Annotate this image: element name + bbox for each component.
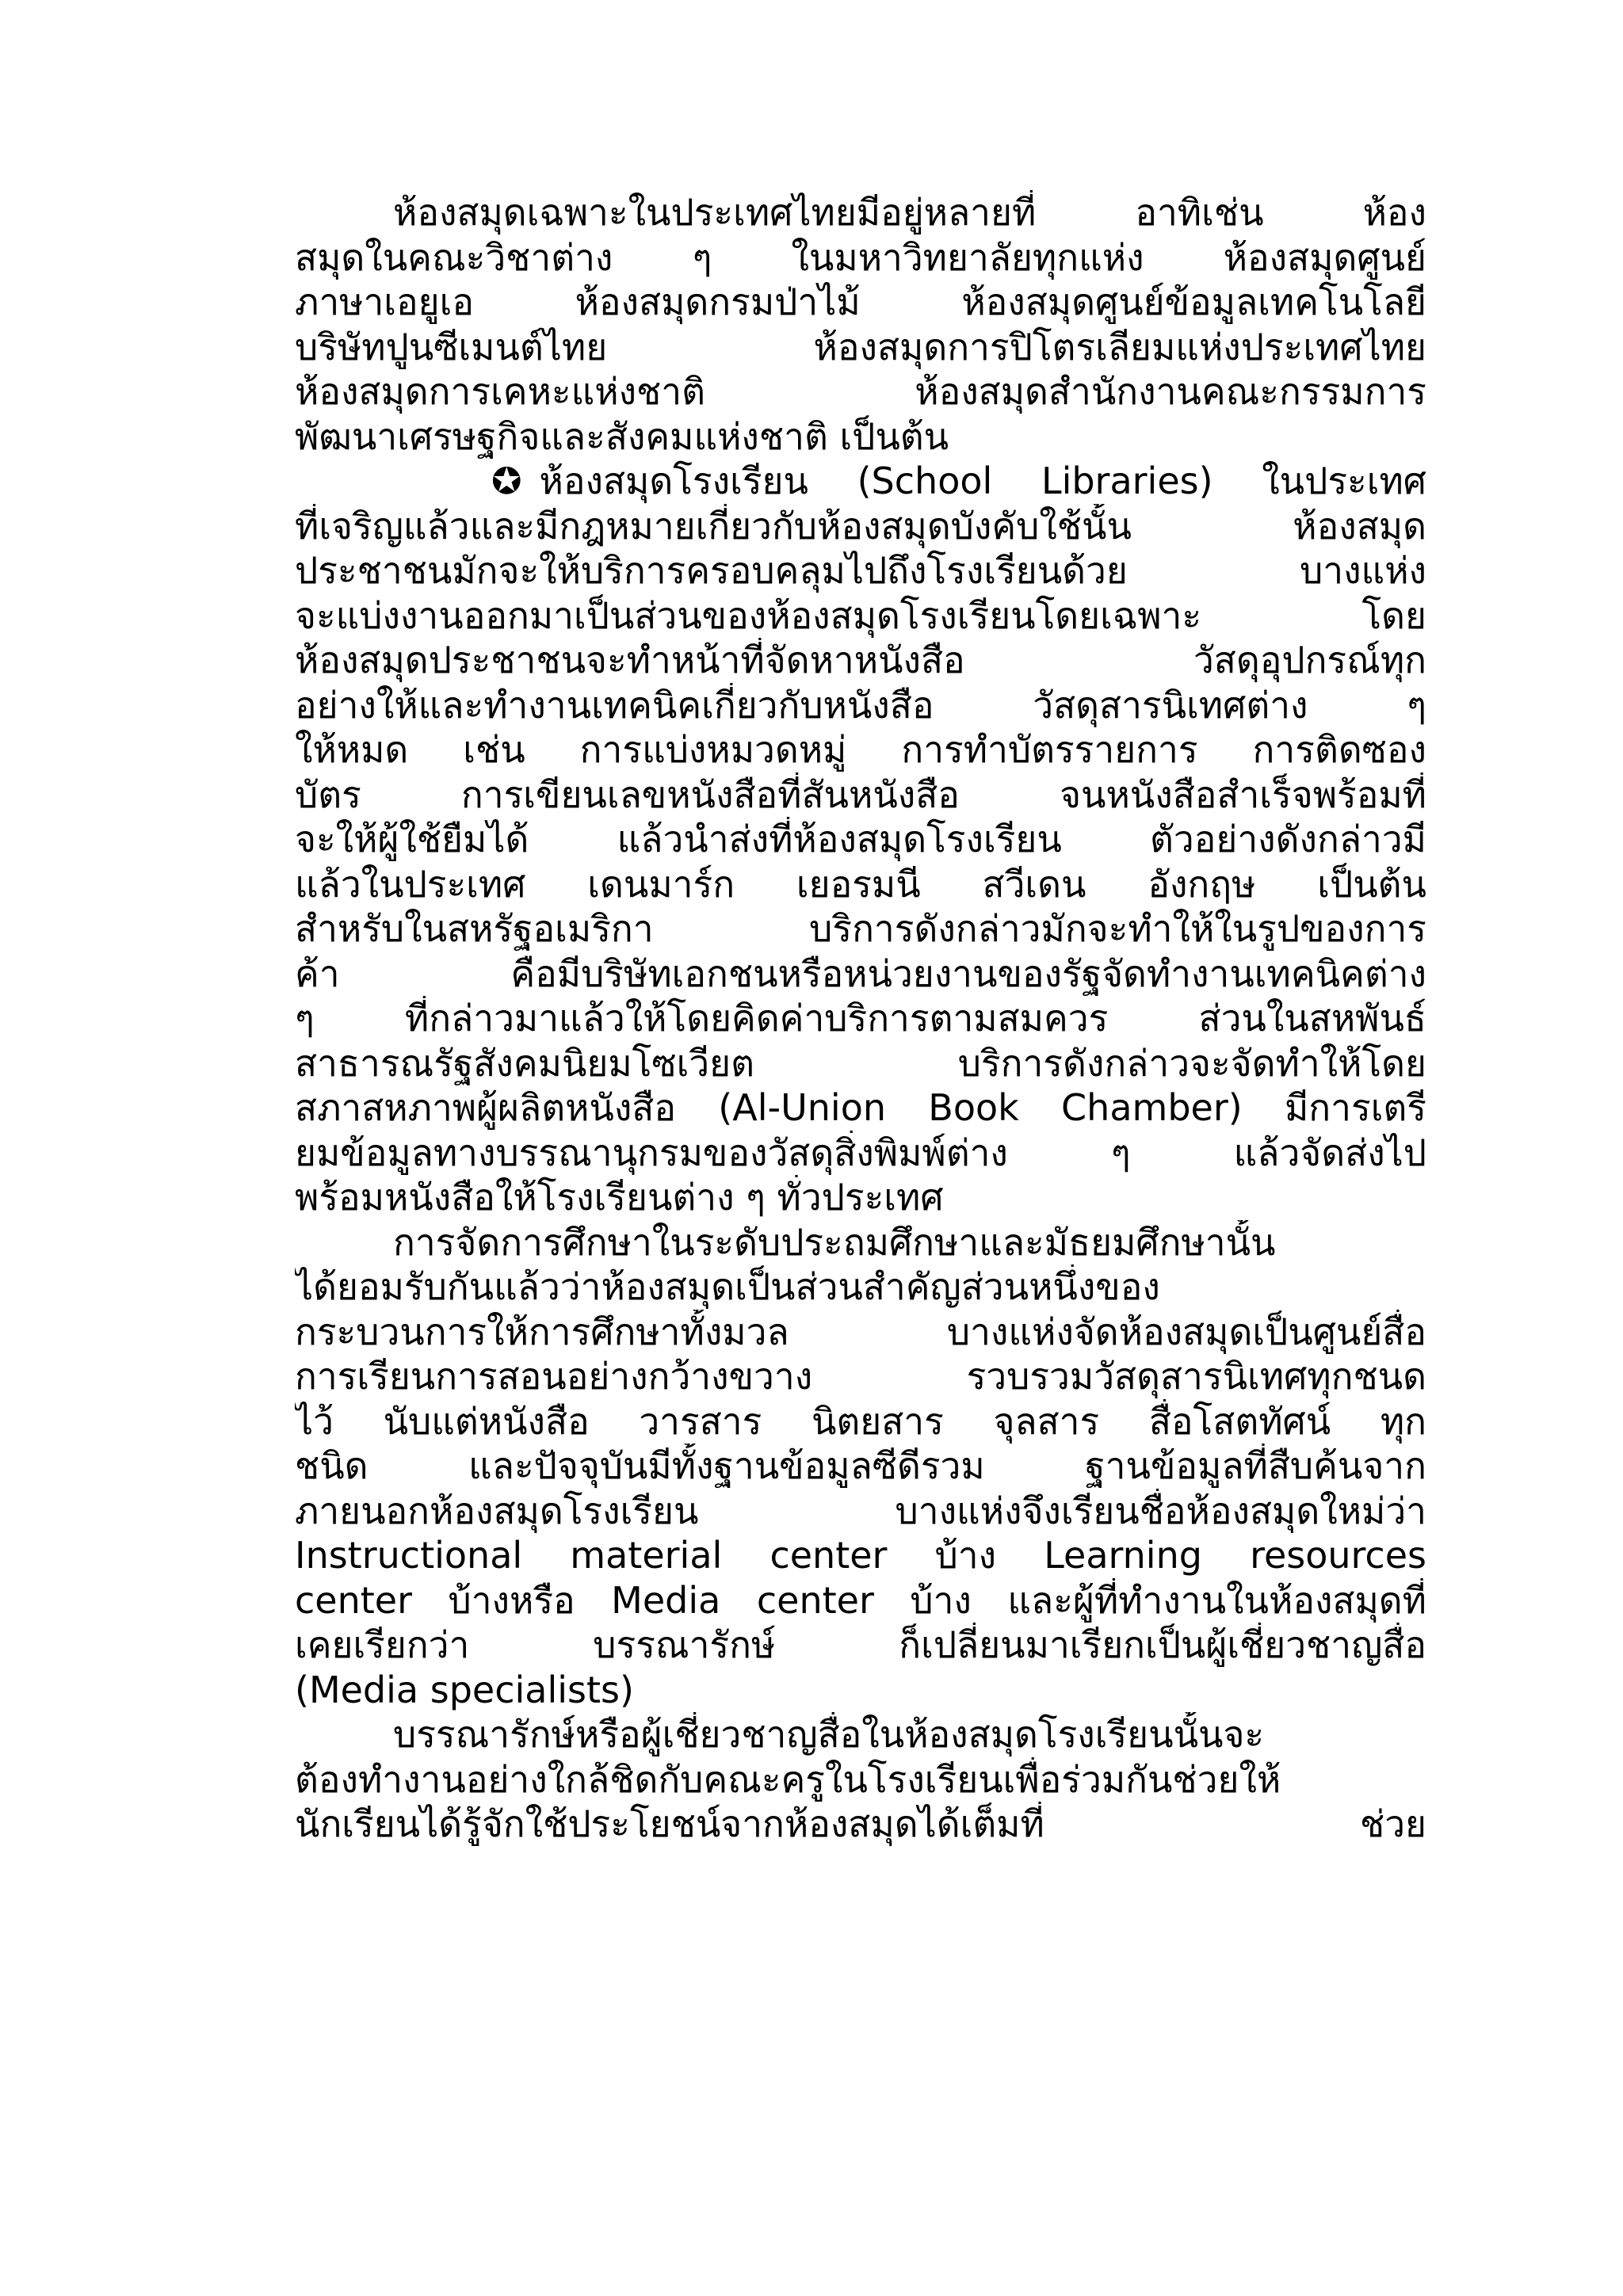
text-line: ห้องสมุดการเคหะแห่งชาติ ห้องสมุดสำนักงานคณะกรรมการ bbox=[295, 370, 1426, 413]
star-bullet-icon: ✪ bbox=[491, 460, 522, 502]
text-line: ต้องทำงานอย่างใกล้ชิดกับคณะครูในโรงเรียนเพื่อร่วมกันช่วยให้ bbox=[295, 1757, 1281, 1801]
text-line: ยมข้อมูลทางบรรณานุกรมของวัสดุสิ่งพิมพ์ต่าง ๆ แล้วจัดส่งไป bbox=[295, 1131, 1426, 1174]
text-line: สำหรับในสหรัฐอเมริกา บริการดังกล่าวมักจะทำให้ในรูปของการ bbox=[295, 907, 1426, 950]
text-line: Instructional material center บ้าง Learning resources bbox=[295, 1534, 1426, 1577]
text-line: ที่เจริญแล้วและมีกฎหมายเกี่ยวกับห้องสมุดบังคับใช้นั้น ห้องสมุด bbox=[295, 504, 1426, 547]
text-line: จะให้ผู้ใช้ยืมได้ แล้วนำส่งที่ห้องสมุดโรงเรียน ตัวอย่างดังกล่าวมี bbox=[295, 818, 1426, 860]
text-line: บัตร การเขียนเลขหนังสือที่สันหนังสือ จนหนังสือสำเร็จพร้อมที่ bbox=[295, 772, 1426, 816]
text-line: ห้องสมุดโรงเรียน (School Libraries) ในประเทศ bbox=[539, 460, 1426, 502]
document-page bbox=[295, 190, 1426, 1847]
text-line: ภายนอกห้องสมุดโรงเรียน บางแห่งจึงเรียนชื่อห้องสมุดใหม่ว่า bbox=[295, 1489, 1426, 1532]
text-line: center บ้างหรือ Media center บ้าง และผู้ที่ทำงานในห้องสมุดที่ bbox=[295, 1578, 1426, 1622]
text-line: ๆ ที่กล่าวมาแล้วให้โดยคิดค่าบริการตามสมควร ส่วนในสหพันธ์ bbox=[295, 997, 1426, 1039]
bullet-heading-line bbox=[295, 459, 1426, 504]
text-line: นักเรียนได้รู้จักใช้ประโยชน์จากห้องสมุดได้เต็มที่ ช่วย bbox=[295, 1802, 1426, 1845]
text-line: ค้า คือมีบริษัทเอกชนหรือหน่วยงานของรัฐจัดทำงานเทคนิคต่าง bbox=[295, 952, 1426, 995]
text-line: พร้อมหนังสือให้โรงเรียนต่าง ๆ ทั่วประเทศ bbox=[295, 1176, 944, 1219]
text-line: อย่างให้และทำงานเทคนิคเกี่ยวกับหนังสือ วัสดุสารนิเทศต่าง ๆ bbox=[295, 683, 1426, 727]
text-line: (Media specialists) bbox=[295, 1668, 634, 1711]
paragraph-special-libraries bbox=[295, 190, 1426, 459]
text-line: ห้องสมุดประชาชนจะทำหน้าที่จัดหาหนังสือ วัสดุอุปกรณ์ทุก bbox=[295, 639, 1426, 681]
paragraph-school-libraries bbox=[295, 459, 1426, 1220]
text-line: จะแบ่งงานออกมาเป็นส่วนของห้องสมุดโรงเรียนโดยเฉพาะ โดย bbox=[295, 593, 1426, 637]
text-line: สาธารณรัฐสังคมนิยมโซเวียต บริการดังกล่าวจะจัดทำให้โดย bbox=[295, 1041, 1426, 1085]
text-line: แล้วในประเทศ เดนมาร์ก เยอรมนี สวีเดน อังกฤษ เป็นต้น bbox=[295, 862, 1426, 906]
text-line: ไว้ นับแต่หนังสือ วารสาร นิตยสาร จุลสาร สื่อโสตทัศน์ ทุก bbox=[295, 1399, 1426, 1443]
text-line: ภาษาเอยูเอ ห้องสมุดกรมป่าไม้ ห้องสมุดศูนย์ข้อมูลเทคโนโลยี bbox=[295, 280, 1426, 323]
text-line: ห้องสมุดเฉพาะในประเทศไทยมีอยู่หลายที่ อาทิเช่น ห้อง bbox=[393, 191, 1426, 234]
text-line: ให้หมด เช่น การแบ่งหมวดหมู่ การทำบัตรรายการ การติดซอง bbox=[295, 728, 1426, 771]
text-line: ประชาชนมักจะให้บริการครอบคลุมไปถึงโรงเรียนด้วย บางแห่ง bbox=[295, 549, 1426, 592]
text-line: บรรณารักษ์หรือผู้เชี่ยวชาญสื่อในห้องสมุดโรงเรียนนั้นจะ bbox=[393, 1713, 1265, 1756]
paragraph-librarians bbox=[295, 1712, 1426, 1847]
text-line: สมุดในคณะวิชาต่าง ๆ ในมหาวิทยาลัยทุกแห่ง ห้องสมุดศูนย์ bbox=[295, 235, 1426, 279]
text-line: เคยเรียกว่า บรรณารักษ์ ก็เปลี่ยนมาเรียกเป็นผู้เชี่ยวชาญสื่อ bbox=[295, 1623, 1426, 1666]
text-line: พัฒนาเศรษฐกิจและสังคมแห่งชาติ เป็นต้น bbox=[295, 414, 949, 458]
text-line: ชนิด และปัจจุบันมีทั้งฐานข้อมูลซีดีรวม ฐานข้อมูลที่สืบค้นจาก bbox=[295, 1444, 1426, 1487]
text-line: ได้ยอมรับกันแล้วว่าห้องสมุดเป็นส่วนสำคัญส่วนหนึ่งของ bbox=[295, 1265, 1160, 1308]
text-line: การเรียนการสอนอย่างกว้างขวาง รวบรวมวัสดุสารนิเทศทุกชนด bbox=[295, 1355, 1426, 1398]
text-line: กระบวนการให้การศึกษาทั้งมวล บางแห่งจัดห้องสมุดเป็นศูนย์สื่อ bbox=[295, 1310, 1426, 1353]
paragraph-education-management bbox=[295, 1220, 1426, 1713]
text-line: บริษัทปูนซีเมนต์ไทย ห้องสมุดการปิโตรเลียมแห่งประเทศไทย bbox=[295, 325, 1426, 368]
text-line: สภาสหภาพผู้ผลิตหนังสือ (Al-Union Book Chamber) มีการเตรี bbox=[295, 1086, 1426, 1129]
text-line: การจัดการศึกษาในระดับประถมศึกษาและมัธยมศึกษานั้น bbox=[393, 1220, 1276, 1264]
